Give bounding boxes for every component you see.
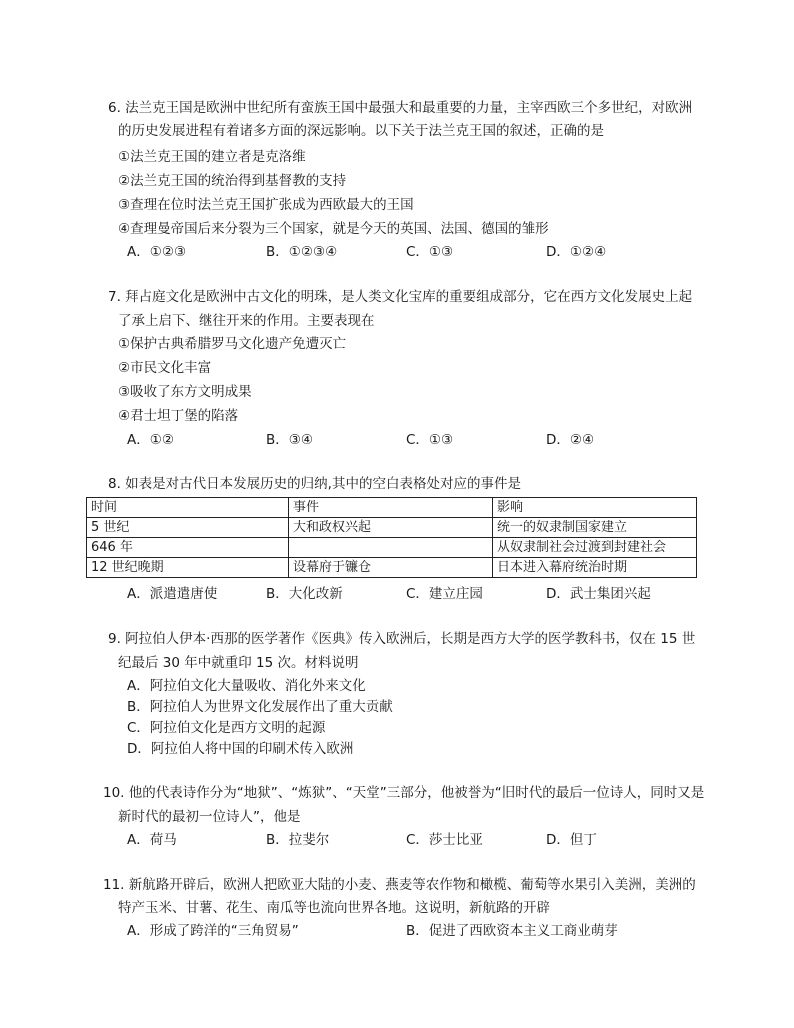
q6-item-4: ④查理曼帝国后来分裂为三个国家，就是今天的英国、法国、德国的雏形 [118,221,549,237]
q7-stem-line1: 7. 拜占庭文化是欧洲中古文化的明珠，是人类文化宝库的重要组成部分，它在西方文化发展史上起 [108,289,693,305]
header-time: 时间 [87,498,289,518]
q8-option-b: B．大化改新 [266,586,343,602]
q9-stem-line2: 纪最后 30 年中就重印 15 次。材料说明 [118,655,359,671]
q6-option-b: B．①②③④ [266,244,338,260]
table-row [87,538,697,558]
table-header-row [87,498,697,518]
q7-item-1: ①保护古典希腊罗马文化遗产免遭灭亡 [118,336,347,352]
q6-option-a: A．①②③ [127,244,187,260]
q7-option-b: B．③④ [266,432,313,448]
table-cell: 日本进入幕府统治时期 [493,558,697,578]
q10-option-c: C．莎士比亚 [406,832,483,848]
q10-stem-line2: 新时代的最初一位诗人”，他是 [118,809,301,825]
q10-stem-line1: 10. 他的代表诗作分为“地狱”、“炼狱”、“天堂”三部分，他被誉为“旧时代的最后一位诗人，同时又是 [103,785,705,801]
table-cell-blank [289,538,493,558]
table-cell: 从奴隶制社会过渡到封建社会 [493,538,697,558]
q9-option-d: D．阿拉伯人将中国的印刷术传入欧洲 [127,741,354,757]
q9-option-a: A．阿拉伯文化大量吸收、消化外来文化 [127,678,366,694]
q10-option-b: B．拉斐尔 [266,832,330,848]
q6-stem-line1: 6. 法兰克王国是欧洲中世纪所有蛮族王国中最强大和最重要的力量，主宰西欧三个多世纪，对欧洲 [108,100,693,116]
table-cell: 设幕府于镰仓 [289,558,493,578]
q9-stem-line1: 9. 阿拉伯人伊本·西那的医学著作《医典》传入欧洲后，长期是西方大学的医学教科书，仅在 15 世 [108,631,696,647]
q7-item-4: ④君士坦丁堡的陷落 [118,408,239,424]
q10-option-d: D．但丁 [546,832,597,848]
table-cell: 大和政权兴起 [289,518,493,538]
q8-option-d: D．武士集团兴起 [546,586,651,602]
q11-stem-line2: 特产玉米、甘薯、花生、南瓜等也流向世界各地。这说明，新航路的开辟 [118,900,550,916]
q6-item-2: ②法兰克王国的统治得到基督教的支持 [118,173,347,189]
q7-option-d: D．②④ [546,432,595,448]
table-cell: 5 世纪 [87,518,289,538]
q6-item-3: ③查理在位时法兰克王国扩张成为西欧最大的王国 [118,197,414,213]
q9-option-b: B．阿拉伯人为世界文化发展作出了重大贡献 [127,699,393,715]
header-impact: 影响 [493,498,697,518]
q11-option-a: A．形成了跨洋的“三角贸易” [127,923,299,939]
q6-stem-line2: 的历史发展进程有着诸多方面的深远影响。以下关于法兰克王国的叙述，正确的是 [118,123,604,139]
table-row [87,558,697,578]
q9-option-c: C．阿拉伯文化是西方文明的起源 [127,720,326,736]
q11-option-b: B．促进了西欧资本主义工商业萌芽 [406,923,618,939]
table-cell: 统一的奴隶制国家建立 [493,518,697,538]
q7-option-a: A．①② [127,432,174,448]
q8-option-a: A．派遣遣唐使 [127,586,218,602]
q8-history-table [86,497,697,578]
q8-stem: 8. 如表是对古代日本发展历史的归纳,其中的空白表格处对应的事件是 [108,476,521,492]
q7-item-2: ②市民文化丰富 [118,360,212,376]
q6-option-c: C．①③ [406,244,454,260]
q11-stem-line1: 11. 新航路开辟后，欧洲人把欧亚大陆的小麦、燕麦等农作物和橄榄、葡萄等水果引入美洲，美洲的 [103,877,696,893]
header-event: 事件 [289,498,493,518]
table-row [87,518,697,538]
q6-item-1: ①法兰克王国的建立者是克洛维 [118,149,306,165]
q10-option-a: A．荷马 [127,832,177,848]
table-cell: 12 世纪晚期 [87,558,289,578]
q7-stem-line2: 了承上启下、继往开来的作用。主要表现在 [118,313,375,329]
q6-option-d: D．①②④ [546,244,607,260]
table-cell: 646 年 [87,538,289,558]
q7-item-3: ③吸收了东方文明成果 [118,384,252,400]
q8-option-c: C．建立庄园 [406,586,483,602]
q7-option-c: C．①③ [406,432,454,448]
